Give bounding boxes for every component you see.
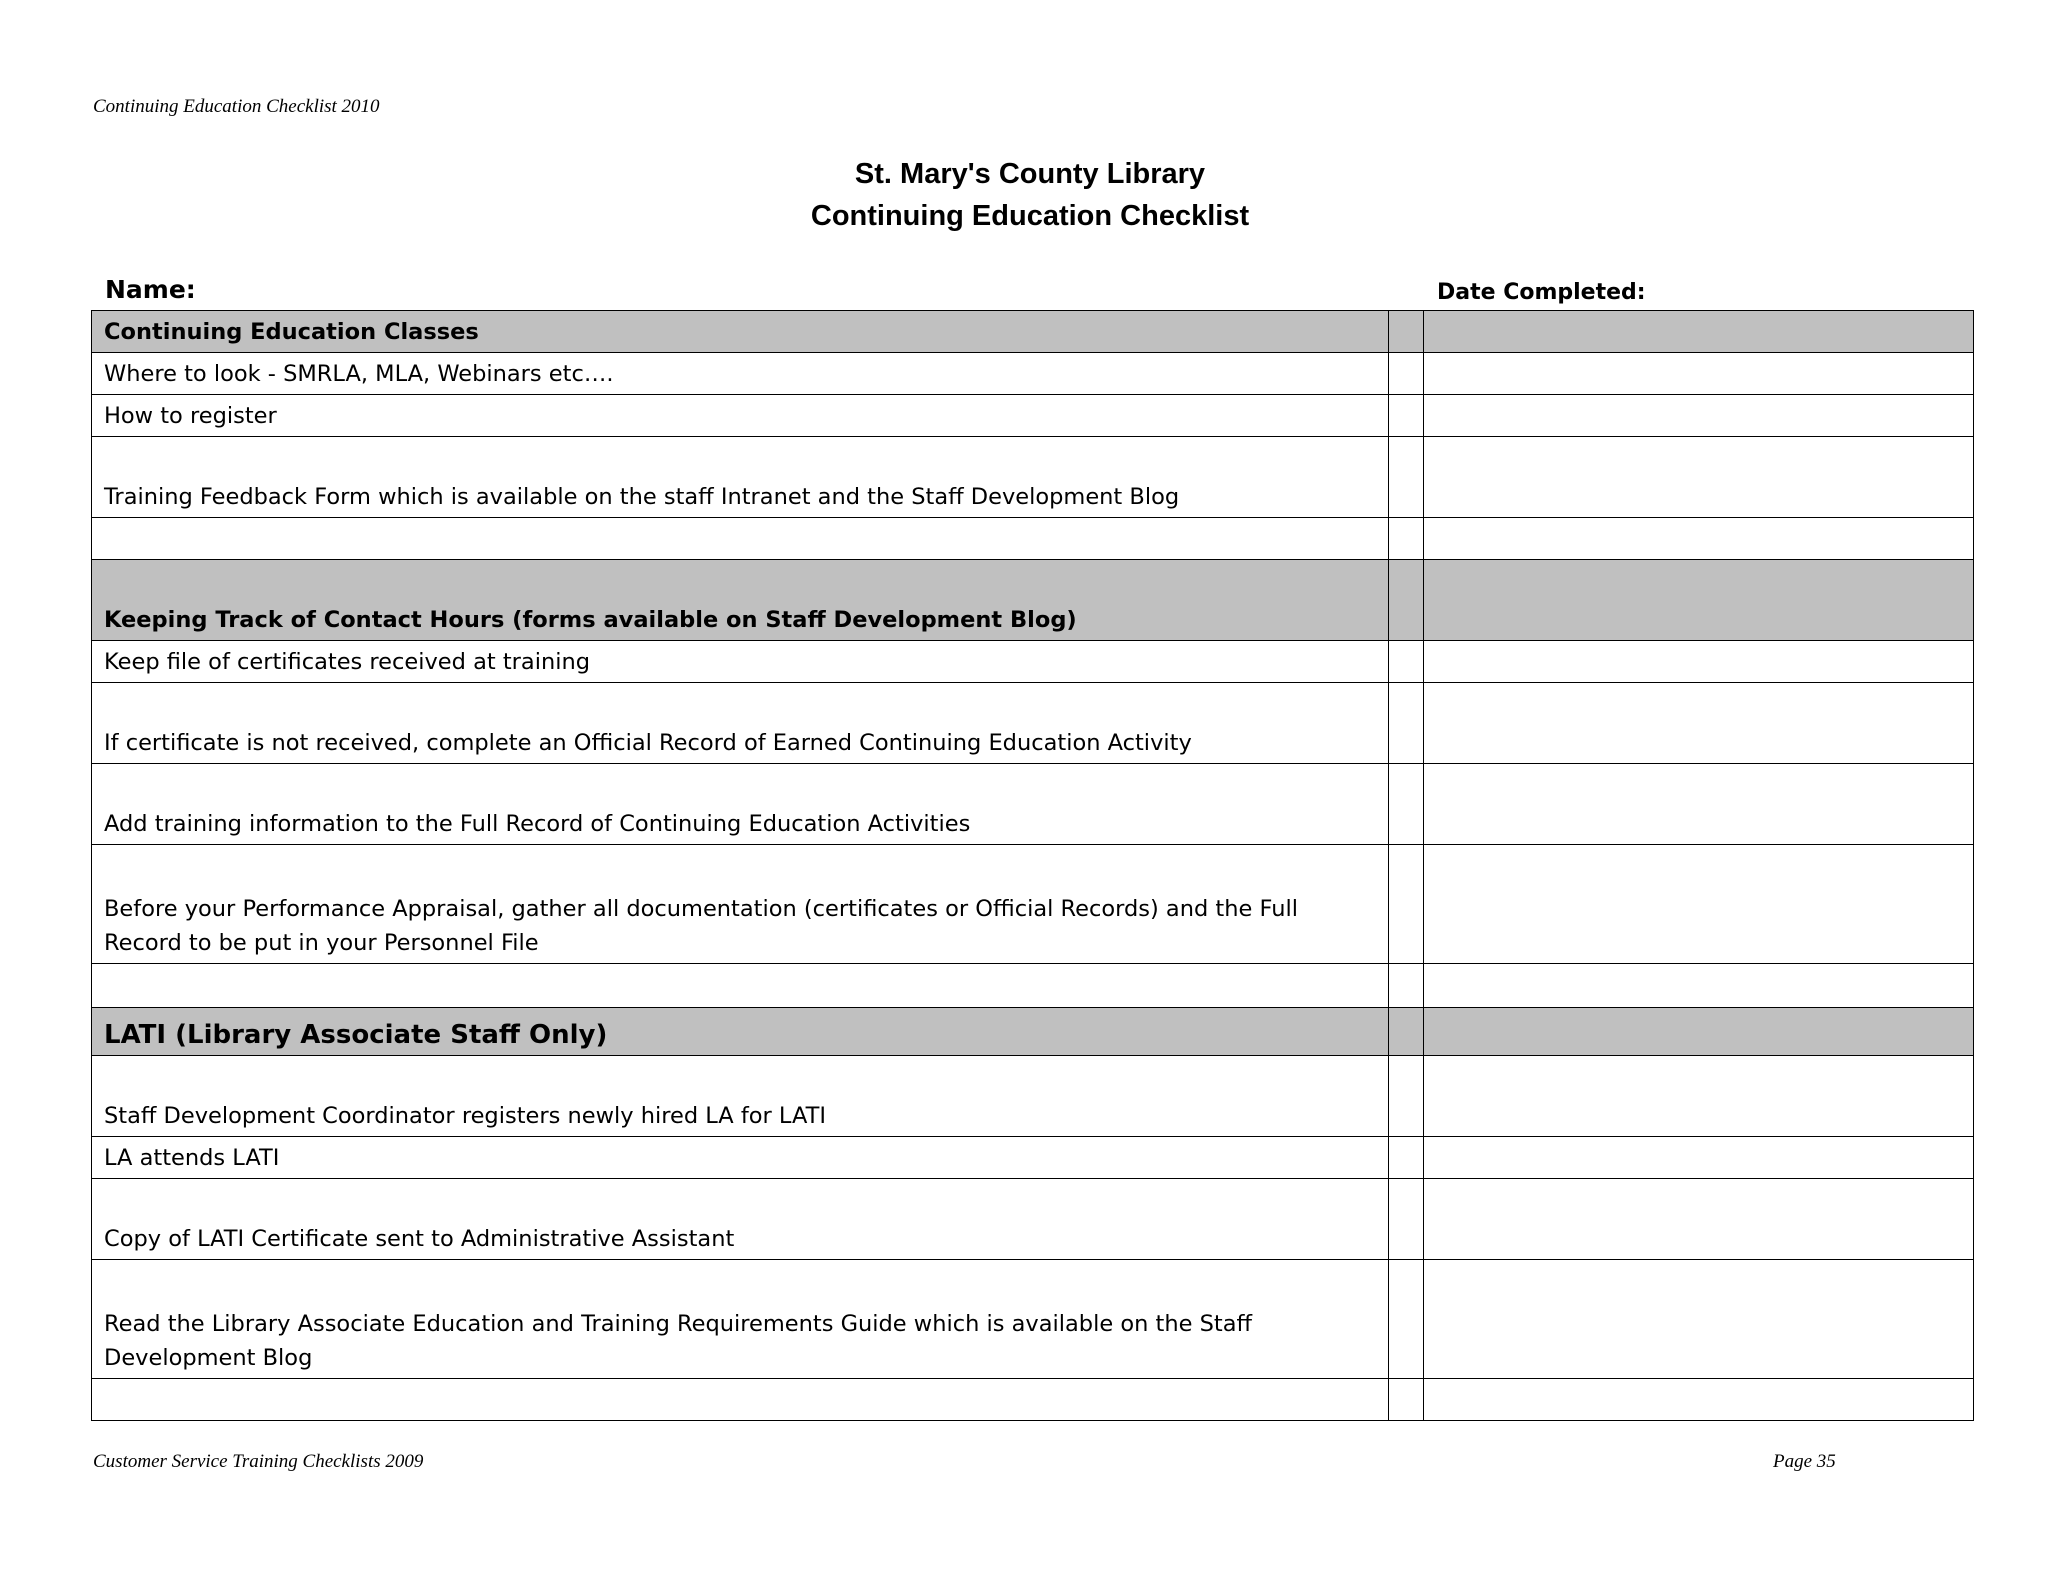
section-heading: LATI (Library Associate Staff Only)	[92, 1008, 1389, 1056]
task-cell: Copy of LATI Certificate sent to Administrative Assistant	[92, 1179, 1389, 1260]
table-row	[92, 641, 1974, 683]
check-cell[interactable]	[1389, 518, 1424, 560]
task-cell	[92, 1379, 1389, 1421]
check-cell[interactable]	[1389, 353, 1424, 395]
title-line-library: St. Mary's County Library	[854, 158, 1206, 190]
table-row	[92, 1179, 1974, 1260]
table-row	[92, 683, 1974, 764]
task-cell: Add training information to the Full Record of Continuing Education Activities	[92, 764, 1389, 845]
table-row	[92, 395, 1974, 437]
blank-row	[92, 518, 1974, 560]
date-cell[interactable]	[1424, 683, 1974, 764]
date-cell[interactable]	[1424, 518, 1974, 560]
date-completed-label: Date Completed:	[1437, 280, 1646, 305]
check-cell[interactable]	[1389, 683, 1424, 764]
check-cell[interactable]	[1389, 764, 1424, 845]
check-cell[interactable]	[1389, 964, 1424, 1008]
date-cell[interactable]	[1424, 845, 1974, 964]
date-cell[interactable]	[1424, 1179, 1974, 1260]
check-cell[interactable]	[1389, 311, 1424, 353]
task-cell: Training Feedback Form which is available on the staff Intranet and the Staff Development Blog	[92, 437, 1389, 518]
check-cell[interactable]	[1389, 1008, 1424, 1056]
date-cell[interactable]	[1424, 395, 1974, 437]
task-cell	[92, 964, 1389, 1008]
task-cell: Keep file of certificates received at training	[92, 641, 1389, 683]
table-row	[92, 845, 1974, 964]
section-row-continuing-education-classes	[92, 311, 1974, 353]
date-cell[interactable]	[1424, 1260, 1974, 1379]
date-cell[interactable]	[1424, 560, 1974, 641]
check-cell[interactable]	[1389, 560, 1424, 641]
blank-row	[92, 1379, 1974, 1421]
task-cell: Where to look - SMRLA, MLA, Webinars etc….	[92, 353, 1389, 395]
date-cell[interactable]	[1424, 964, 1974, 1008]
section-heading: Continuing Education Classes	[92, 311, 1389, 353]
date-cell[interactable]	[1424, 437, 1974, 518]
table-row	[92, 764, 1974, 845]
section-row-contact-hours	[92, 560, 1974, 641]
title-line-checklist: Continuing Education Checklist	[810, 200, 1250, 232]
check-cell[interactable]	[1389, 1137, 1424, 1179]
task-cell: LA attends LATI	[92, 1137, 1389, 1179]
task-cell	[92, 518, 1389, 560]
name-label: Name:	[105, 275, 196, 304]
check-cell[interactable]	[1389, 437, 1424, 518]
task-cell: Before your Performance Appraisal, gather all documentation (certificates or Official Records) and the Full Record to be put in your Personnel File	[92, 845, 1389, 964]
date-cell[interactable]	[1424, 764, 1974, 845]
task-cell: How to register	[92, 395, 1389, 437]
table-row	[92, 1137, 1974, 1179]
check-cell[interactable]	[1389, 1056, 1424, 1137]
task-cell: Staff Development Coordinator registers newly hired LA for LATI	[92, 1056, 1389, 1137]
date-cell[interactable]	[1424, 1137, 1974, 1179]
running-header: Continuing Education Checklist 2010	[93, 96, 380, 117]
page-number: Page 35	[1773, 1451, 1836, 1472]
section-heading: Keeping Track of Contact Hours (forms available on Staff Development Blog)	[92, 560, 1389, 641]
document-title	[0, 153, 2048, 237]
table-row	[92, 1260, 1974, 1379]
date-cell[interactable]	[1424, 1379, 1974, 1421]
task-cell: If certificate is not received, complete an Official Record of Earned Continuing Education Activity	[92, 683, 1389, 764]
date-cell[interactable]	[1424, 311, 1974, 353]
footer-left: Customer Service Training Checklists 2009	[93, 1451, 424, 1472]
check-cell[interactable]	[1389, 641, 1424, 683]
task-cell: Read the Library Associate Education and Training Requirements Guide which is available on the Staff Development Blog	[92, 1260, 1389, 1379]
blank-row	[92, 964, 1974, 1008]
table-row	[92, 353, 1974, 395]
date-cell[interactable]	[1424, 353, 1974, 395]
date-cell[interactable]	[1424, 641, 1974, 683]
date-cell[interactable]	[1424, 1008, 1974, 1056]
check-cell[interactable]	[1389, 1379, 1424, 1421]
checklist-table	[91, 310, 1974, 1421]
table-row	[92, 1056, 1974, 1137]
check-cell[interactable]	[1389, 845, 1424, 964]
check-cell[interactable]	[1389, 1260, 1424, 1379]
check-cell[interactable]	[1389, 395, 1424, 437]
date-cell[interactable]	[1424, 1056, 1974, 1137]
table-row	[92, 437, 1974, 518]
section-row-lati	[92, 1008, 1974, 1056]
check-cell[interactable]	[1389, 1179, 1424, 1260]
